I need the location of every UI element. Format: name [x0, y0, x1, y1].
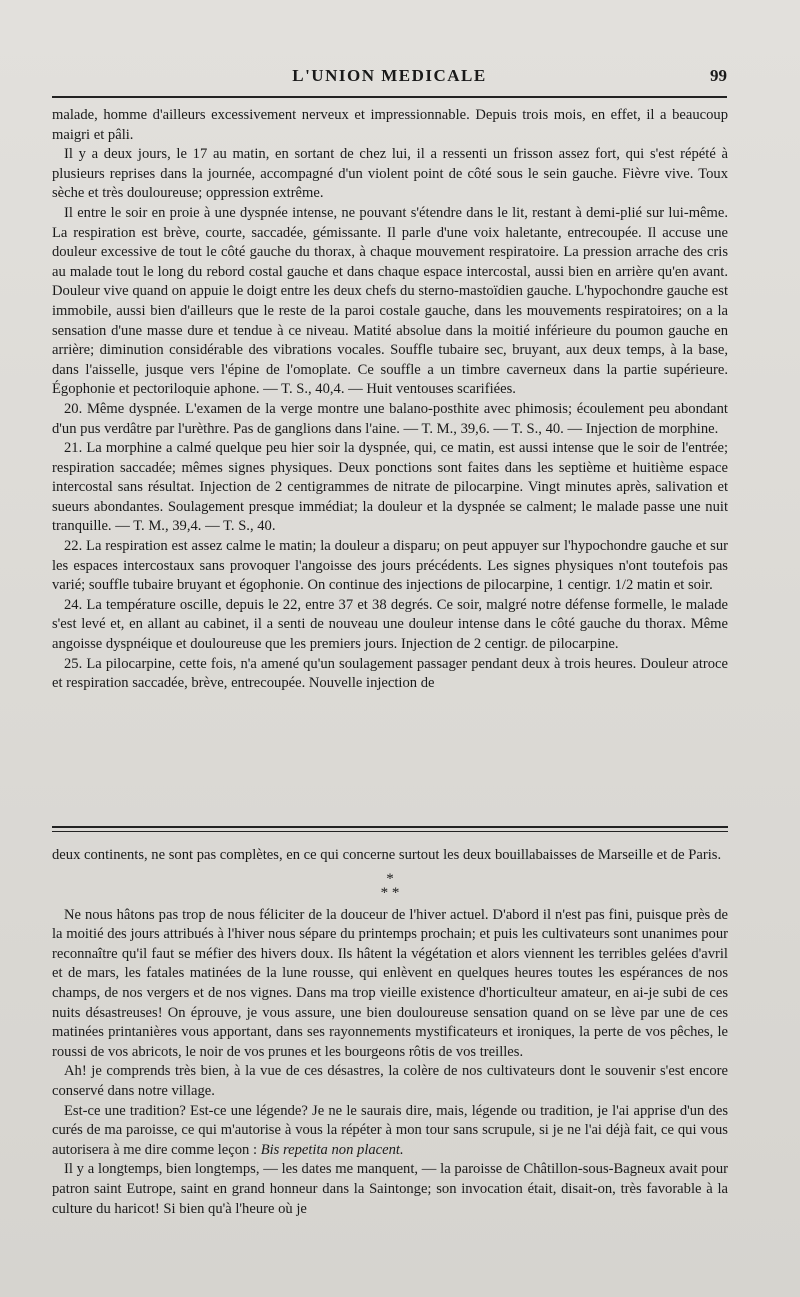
paragraph: malade, homme d'ailleurs excessivement nerveux et impressionnable. Depuis trois mois, en effet, il a beaucoup maigri et pâli.: [52, 107, 728, 143]
divider-line: [52, 831, 728, 832]
paragraph-text: Est-ce une tradition? Est-ce une légende? Je ne le saurais dire, mais, légende ou tradition, je l'ai apprise d'un des curés de ma paroisse, ce qui m'autorise à vous la répéter à mon tour sans scrupule, si je ne l'ai déjà fait, ce qui vous autorisera à me dire comme leçon :: [52, 1102, 728, 1158]
paragraph: deux continents, ne sont pas complètes, en ce qui concerne surtout les deux bouillabaisses de Marseille et de Paris.: [52, 847, 722, 863]
latin-quote: Bis repetita non placent.: [260, 1141, 404, 1158]
paragraph: Il entre le soir en proie à une dyspnée intense, ne pouvant s'étendre dans le lit, restant à demi-plié sur lui-même. La respiration est brève, courte, saccadée, gémissante. Il parle d'une voix haletante, entrecoupée. Il accuse une douleur excessive de tout le côté gauche du thorax, à chaque mouvement respiratoire. La pression arrache des cris au malade tout le long du rebord costal gauche et dans chaque espace intercostal, aussi bien en arrière qu'en avant. Douleur vive quand on appuie le doigt entre les deux chefs du sterno-mastoïdien gauche. L'hypochondre gauche est immobile, aussi bien d'ailleurs que le reste de la paroi costale gauche, dans les mouvements respiratoires; on a la sensation d'une masse dure et tendue à ce niveau. Matité absolue dans la moitié inférieure du poumon gauche en arrière; diminution considérable des vibrations vocales. Souffle tubaire sec, bruyant, aux deux temps, à la base, dans l'aisselle, jusque vers l'épine de l'omoplate. Ce souffle a un timbre caverneux dans la partie supérieure. Égophonie et pectoriloquie aphone. — T. S., 40,4. — Huit ventouses scarifiées.: [52, 204, 728, 398]
divider-line: [52, 826, 728, 828]
section-divider: [52, 826, 728, 838]
asterism-bottom: * *: [380, 884, 400, 901]
paragraph: 25. La pilocarpine, cette fois, n'a amené qu'un soulagement passager pendant deux à trois heures. Douleur atroce et respiration saccadée, brève, entrecoupée. Nouvelle injection de: [52, 655, 728, 692]
paragraph: [52, 1102, 728, 1161]
asterism-top: *: [386, 870, 394, 887]
journal-title: L'UNION MEDICALE: [292, 66, 487, 85]
paragraph: Ah! je comprends très bien, à la vue de ces désastres, la colère de nos cultivateurs dont le souvenir s'est encore conservé dans notre village.: [52, 1063, 728, 1099]
page-header: [52, 62, 727, 98]
paragraph: 22. La respiration est assez calme le matin; la douleur a disparu; on peut appuyer sur l'hypochondre gauche et sur les espaces intercostaux sans provoquer l'angoisse des jours précédents. Les signes physiques n'ont toutefois pas varié; souffle tubaire bruyant et égophonie. On continue des injections de pilocarpine, 1 centigr. 1/2 matin et soir.: [52, 538, 728, 594]
page-number: 99: [710, 66, 727, 85]
header-rule: [52, 96, 727, 98]
asterism: [52, 872, 728, 900]
paragraph: Il y a longtemps, bien longtemps, — les dates me manquent, — la paroisse de Châtillon-sous-Bagneux avait pour patron saint Eutrope, saint en grand honneur dans la Saintonge; son invocation était, disait-on, très favorable à la culture du haricot! Si bien qu'à l'heure où je: [52, 1161, 728, 1217]
feuilleton-column: [52, 846, 728, 1219]
paragraph: Ne nous hâtons pas trop de nous féliciter de la douceur de l'hiver actuel. D'abord il n'est pas fini, puisque près de la moitié des jours attribués à l'hiver nous sépare du printemps prochain; et puis les cultivateurs sont unanimes pour reconnaître qu'il faut se méfier des hivers doux. Ils hâtent la végétation et alors viennent les terribles gelées d'avril et de mars, les fatales matinées de la lune rousse, qui enlèvent en quelques heures toutes les espérances de nos champs, de nos vergers et de nos vignes. Dans ma trop vieille existence d'horticulteur amateur, en ai-je subi de ces nuits désastreuses! On éprouve, je vous assure, une bien douloureuse sensation quand on se lève par une de ces matinées printanières vous apportant, dans ses rayonnements mystificateurs et ironiques, la perte de vos pêches, le roussi de vos abricots, le noir de vos prunes et les bourgeons rôtis de vos treilles.: [52, 906, 728, 1060]
clinical-case-column: [52, 106, 728, 694]
paragraph: Il y a deux jours, le 17 au matin, en sortant de chez lui, il a ressenti un frisson assez fort, qui s'est répété à plusieurs reprises dans la journée, accompagné d'un violent point de côté sous le sein gauche. Fièvre vive. Toux sèche et très douloureuse; oppression extrême.: [52, 146, 728, 202]
paragraph: 21. La morphine a calmé quelque peu hier soir la dyspnée, qui, ce matin, est aussi intense que le soir de l'entrée; respiration saccadée; mêmes signes physiques. Deux ponctions sont faites dans les septième et huitième espace intercostal sans résultat. Injection de 2 centigrammes de nitrate de pilocarpine. Vingt minutes après, salivation et sueurs abondantes. Soulagement presque immédiat; la douleur et la dyspnée se calment; le malade passe une nuit tranquille. — T. M., 39,4. — T. S., 40.: [52, 440, 728, 535]
paragraph: 24. La température oscille, depuis le 22, entre 37 et 38 degrés. Ce soir, malgré notre défense formelle, le malade s'est levé et, en allant au cabinet, il a senti de nouveau une douleur intense dans le côté gauche du thorax. Même angoisse dyspnéique et douloureuse que les premiers jours. Injection de 2 centigr. de pilocarpine.: [52, 596, 728, 653]
paragraph: 20. Même dyspnée. L'examen de la verge montre une balano-posthite avec phimosis; écoulement peu abondant d'un pus verdâtre par l'urèthre. Pas de ganglions dans l'aine. — T. M., 39,6. — T. S., 40. — Injection de morphine.: [52, 400, 728, 437]
